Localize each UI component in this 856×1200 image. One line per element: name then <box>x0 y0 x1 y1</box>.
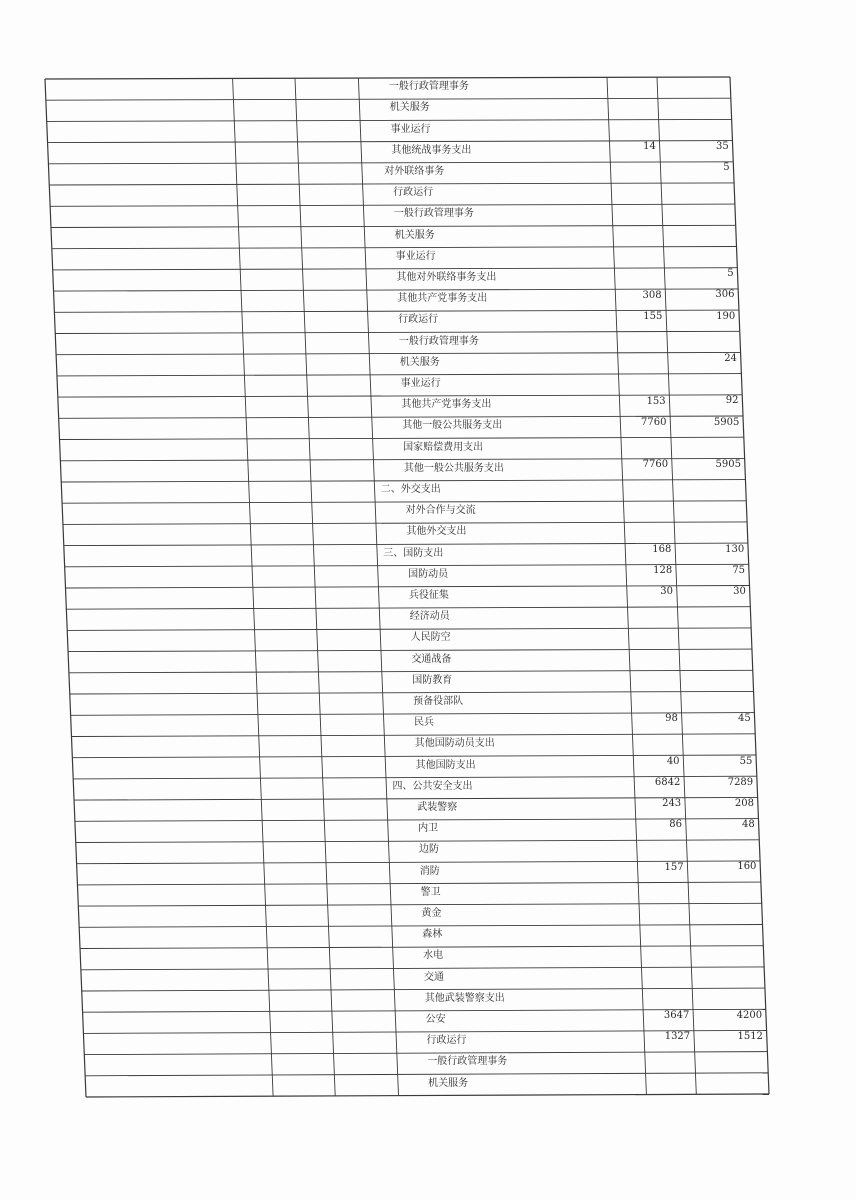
grid-line <box>55 331 740 333</box>
value-col-2: 5 <box>723 162 730 174</box>
grid-line <box>78 903 761 906</box>
grid-line <box>45 77 730 79</box>
row-label: 其他国防支出 <box>415 759 476 771</box>
row-label: 内卫 <box>418 823 439 835</box>
row-label: 经济动员 <box>409 611 450 623</box>
grid-line <box>78 882 761 885</box>
value-col-2: 130 <box>725 543 745 555</box>
value-col-1: 7760 <box>642 459 669 471</box>
value-col-2: 5905 <box>713 416 740 428</box>
value-col-1: 98 <box>665 713 678 725</box>
row-label: 水电 <box>423 950 444 962</box>
row-label: 人民防空 <box>410 632 451 644</box>
row-label: 行政运行 <box>426 1035 467 1047</box>
grid-line <box>68 649 752 652</box>
row-label: 森林 <box>422 929 443 941</box>
value-col-1: 155 <box>643 310 663 322</box>
row-label: 交通战备 <box>411 653 452 665</box>
row-label: 消防 <box>419 865 440 877</box>
grid-line <box>51 225 736 227</box>
grid-line <box>63 522 747 525</box>
row-label: 边防 <box>418 844 439 856</box>
row-label: 机关服务 <box>389 102 430 114</box>
row-label: 对外合作与交流 <box>405 505 476 517</box>
grid-line <box>85 1073 768 1076</box>
row-label: 武装警察 <box>417 801 458 813</box>
row-label: 其他一般公共服务支出 <box>403 462 504 474</box>
grid-line <box>80 946 763 949</box>
value-col-2: 75 <box>732 564 746 576</box>
grid-line <box>49 183 734 185</box>
value-col-2: 48 <box>742 819 755 831</box>
row-label: 一般行政管理事务 <box>398 335 479 347</box>
row-label: 机关服务 <box>428 1077 469 1089</box>
row-label: 预备役部队 <box>413 695 464 707</box>
value-col-1: 86 <box>669 819 682 831</box>
row-label: 国家赔偿费用支出 <box>403 441 484 453</box>
row-label: 对外联络事务 <box>384 166 445 178</box>
grid-line <box>48 162 733 164</box>
value-col-2: 55 <box>739 755 753 767</box>
grid-line <box>47 119 732 121</box>
row-label: 其他共产党事务支出 <box>401 399 492 411</box>
value-col-2: 306 <box>715 289 735 301</box>
row-label: 其他对外联络事务支出 <box>396 272 497 284</box>
grid-line <box>53 268 738 270</box>
grid-line <box>72 734 756 737</box>
row-label: 二、外交支出 <box>380 484 441 495</box>
row-label: 一般行政管理事务 <box>388 81 469 93</box>
row-label: 交通 <box>423 971 444 983</box>
value-col-1: 7760 <box>641 416 667 428</box>
row-label: 国防动员 <box>408 568 449 580</box>
row-label: 三、国防支出 <box>383 547 444 559</box>
value-col-2: 190 <box>716 310 736 322</box>
row-label: 其他统战事务支出 <box>391 144 472 156</box>
grid-line <box>57 374 741 376</box>
value-col-2: 5 <box>727 268 734 280</box>
row-label: 其他外交支出 <box>406 526 467 538</box>
grid-line <box>61 480 745 482</box>
grid-line <box>52 247 737 249</box>
row-label: 其他共产党事务支出 <box>397 293 488 305</box>
row-label: 四、公共安全支出 <box>392 780 473 792</box>
row-label: 一般行政管理事务 <box>393 208 474 220</box>
row-label: 一般行政管理事务 <box>427 1056 508 1068</box>
row-label: 其他一般公共服务支出 <box>402 420 503 432</box>
value-col-1: 243 <box>662 798 682 810</box>
grid-line <box>81 967 764 970</box>
row-label: 兵役征集 <box>408 589 449 601</box>
row-label: 国防教育 <box>412 674 453 686</box>
row-label: 警卫 <box>420 886 441 898</box>
value-col-2: 160 <box>737 861 757 873</box>
value-col-2: 7289 <box>727 776 754 788</box>
row-label: 机关服务 <box>394 229 435 241</box>
value-col-1: 128 <box>653 565 673 577</box>
row-label: 行政运行 <box>393 187 434 199</box>
value-col-1: 1327 <box>664 1031 691 1043</box>
value-col-2: 5905 <box>715 458 741 470</box>
grid-line <box>67 628 751 631</box>
row-label: 事业运行 <box>395 250 436 262</box>
grid-line <box>60 437 744 439</box>
row-label: 事业运行 <box>390 123 431 135</box>
grid-line <box>76 840 760 843</box>
grid-line <box>46 98 731 100</box>
value-col-2: 35 <box>716 141 729 153</box>
value-col-1: 40 <box>666 755 680 767</box>
row-label: 黄金 <box>421 907 442 919</box>
grid-line <box>86 1094 769 1097</box>
value-col-1: 168 <box>652 543 672 555</box>
value-col-2: 24 <box>724 352 737 364</box>
grid-line <box>82 988 765 991</box>
grid-line <box>69 670 753 673</box>
value-col-1: 3647 <box>663 1010 690 1022</box>
value-col-1: 157 <box>664 861 684 873</box>
row-label: 其他武装警察支出 <box>424 992 505 1004</box>
grid-line <box>70 691 754 694</box>
grid-line <box>50 204 735 206</box>
value-col-2: 208 <box>734 797 754 809</box>
value-col-1: 14 <box>643 141 656 153</box>
grid-line <box>56 352 741 354</box>
value-col-1: 308 <box>642 289 662 301</box>
grid-line <box>84 1052 767 1055</box>
row-label: 公安 <box>425 1013 446 1025</box>
row-label: 机关服务 <box>399 356 440 368</box>
row-label: 行政运行 <box>398 314 439 326</box>
row-label: 民兵 <box>413 717 434 729</box>
row-label: 事业运行 <box>400 378 441 389</box>
value-col-2: 92 <box>725 395 739 407</box>
value-col-1: 6842 <box>654 777 681 788</box>
value-col-1: 153 <box>646 395 666 407</box>
grid-line <box>66 607 750 610</box>
row-label: 其他国防动员支出 <box>414 738 495 750</box>
value-col-2: 45 <box>738 713 751 725</box>
grid-line <box>62 501 746 503</box>
value-col-2: 4200 <box>736 1009 763 1021</box>
value-col-2: 30 <box>733 586 746 598</box>
grid-line <box>79 925 762 928</box>
value-col-1: 30 <box>660 586 673 598</box>
value-col-2: 1512 <box>737 1030 763 1042</box>
